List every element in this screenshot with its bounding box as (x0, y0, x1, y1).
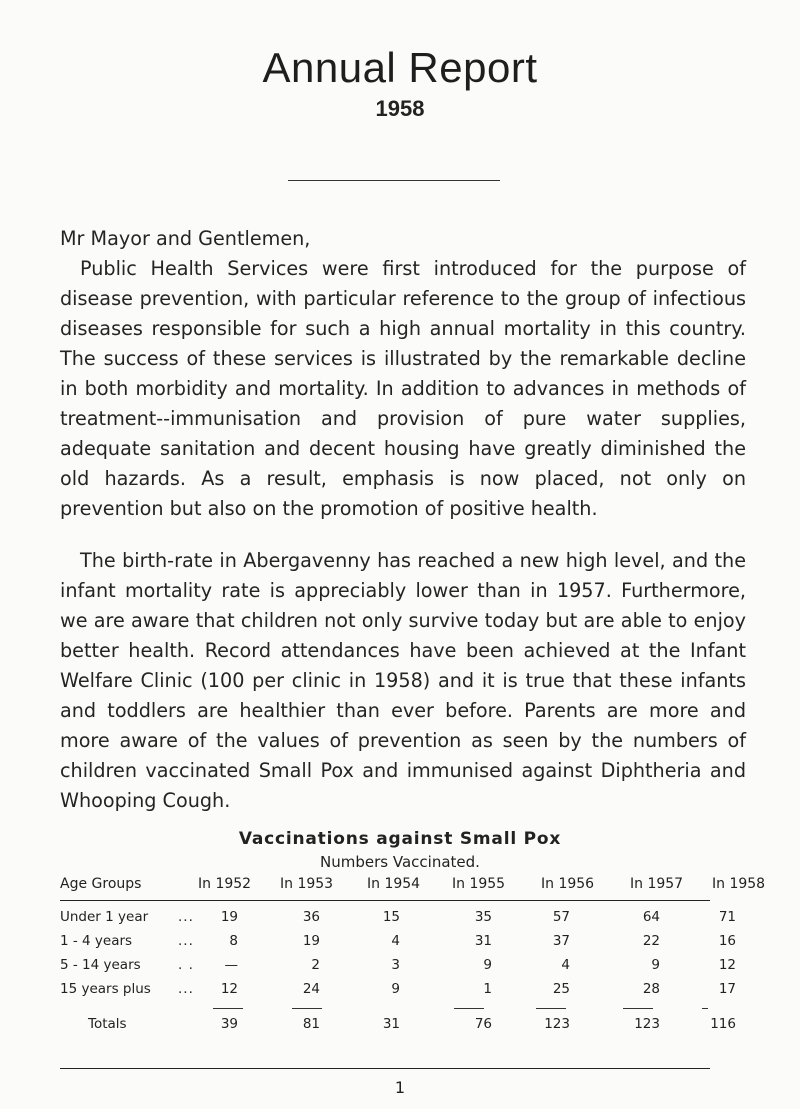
totals-cell: 123 (634, 1016, 660, 1032)
column-header: In 1956 (541, 876, 595, 892)
table-cell: 71 (718, 909, 736, 925)
column-header: In 1958 (712, 876, 766, 892)
table-cell: 64 (642, 909, 660, 925)
column-header: In 1952 (198, 876, 252, 892)
totals-cell: 116 (710, 1016, 736, 1032)
table-cell: 24 (302, 981, 320, 997)
table-cell: 4 (561, 957, 570, 973)
table-cell: 36 (302, 909, 320, 925)
table-cell: 3 (391, 957, 400, 973)
title-divider (288, 180, 500, 181)
table-cell: 19 (220, 909, 238, 925)
table-title: Vaccinations against Small Pox (238, 829, 562, 849)
column-header: In 1954 (367, 876, 421, 892)
letter-body (60, 224, 746, 816)
table-header (60, 876, 766, 898)
table-cell: 31 (474, 933, 492, 949)
table-cell: 8 (229, 933, 238, 949)
table-cell: 2 (311, 957, 320, 973)
table-cell: 12 (220, 981, 238, 997)
paragraph: The birth-rate in Abergavenny has reached a new high level, and the infant mortality rate is appreciably lower than in 1957. Furthermore, we are aware that children not only survive today but are able to enjoy better health. Record attendances have been achieved at the Infant Welfare Clinic (100 per clinic in 1958) and it is true that these infants and toddlers are healthier than ever before. Parents are more and more aware of the values of prevention as seen by the numbers of children vaccinated Small Pox and immunised against Diphtheria and Whooping Cough. (60, 549, 746, 812)
table-cell: 57 (552, 909, 570, 925)
column-header-age-groups: Age Groups (60, 876, 142, 892)
sum-rule (213, 1008, 243, 1009)
table-cell: 16 (718, 933, 736, 949)
table-row (60, 909, 736, 929)
row-label: Under 1 year (60, 909, 149, 925)
row-leader: ... (178, 981, 194, 997)
table-cell: 22 (642, 933, 660, 949)
page-number: 1 (394, 1078, 406, 1097)
totals-cell: 123 (544, 1016, 570, 1032)
totals-cell: 39 (220, 1016, 238, 1032)
table-cell: 4 (391, 933, 400, 949)
table-cell: — (224, 957, 238, 973)
row-leader: ... (178, 909, 194, 925)
totals-cell: 31 (382, 1016, 400, 1032)
table-row (60, 933, 736, 953)
table-cell: 28 (642, 981, 660, 997)
table-header-rule (60, 900, 710, 901)
sum-rule (623, 1008, 653, 1009)
sum-rule (536, 1008, 566, 1009)
table-cell: 9 (483, 957, 492, 973)
table-cell: 15 (382, 909, 400, 925)
row-label: 1 - 4 years (60, 933, 133, 949)
table-cell: 12 (718, 957, 736, 973)
table-cell: 37 (552, 933, 570, 949)
column-header: In 1955 (452, 876, 506, 892)
row-label: 5 - 14 years (60, 957, 141, 973)
row-label: 15 years plus (60, 981, 151, 997)
table-cell: 25 (552, 981, 570, 997)
column-header: In 1957 (630, 876, 684, 892)
table-cell: 35 (474, 909, 492, 925)
paragraph: Public Health Services were first introduced for the purpose of disease prevention, with particular reference to the group of infectious diseases responsible for such a high annual mortality in this country. The success of these services is illustrated by the remarkable decline in both morbidity and mortality. In addition to advances in methods of treatment--immunisation and provision of pure water supplies, adequate sanitation and decent housing have greatly diminished the old hazards. As a result, emphasis is now placed, not only on prevention but also on the promotion of positive health. (60, 257, 746, 520)
table-subtitle: Numbers Vaccinated. (320, 853, 480, 871)
totals-cell: 76 (474, 1016, 492, 1032)
sum-rule (454, 1008, 484, 1009)
table-bottom-rule (60, 1068, 710, 1069)
totals-cell: 81 (302, 1016, 320, 1032)
column-header: In 1953 (280, 876, 334, 892)
table-cell: 9 (651, 957, 660, 973)
report-title: Annual Report (262, 44, 538, 91)
table-row (60, 957, 736, 977)
table-cell: 1 (483, 981, 492, 997)
table-row (60, 981, 736, 1001)
salutation: Mr Mayor and Gentlemen, (60, 227, 311, 250)
table-cell: 9 (391, 981, 400, 997)
sum-rule (292, 1008, 322, 1009)
totals-row (60, 1016, 736, 1036)
table-cell: 19 (302, 933, 320, 949)
row-leader: ... (178, 933, 194, 949)
table-cell: 17 (718, 981, 736, 997)
row-leader: . . (178, 957, 194, 973)
sum-rule (702, 1008, 708, 1009)
totals-label: Totals (88, 1016, 127, 1032)
report-year: 1958 (375, 96, 425, 121)
